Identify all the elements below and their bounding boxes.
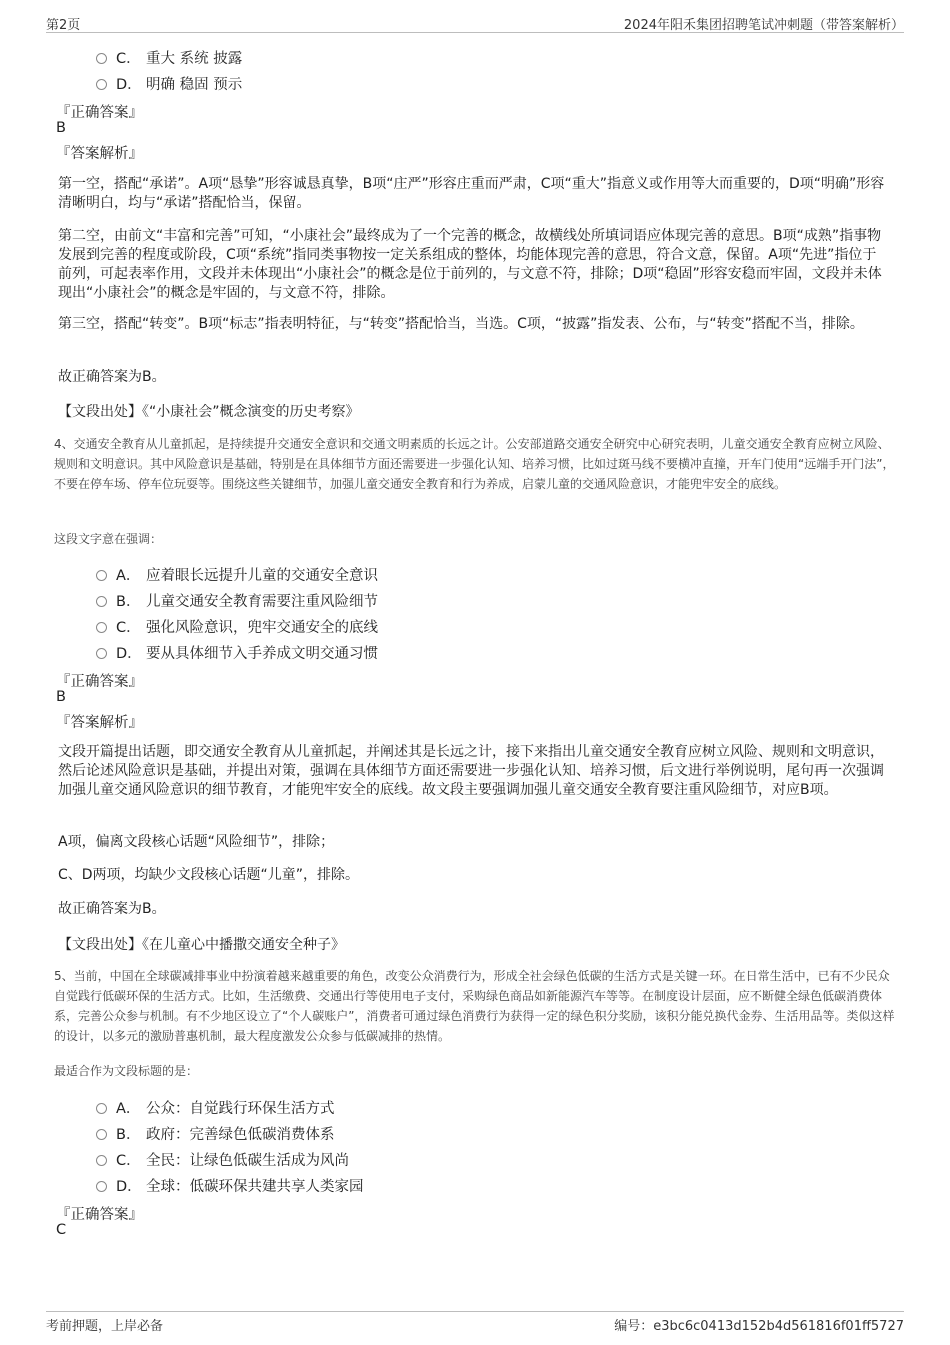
q3-analysis-1: 第一空，搭配“承诺”。A项“恳挚”形容诚恳真挚，B项“庄严”形容庄重而严肃，C项“重大”指意义或作用等大而重要的，D项“明确”形容清晰明白，均与“承诺”搭配恰当，保留。 xyxy=(58,176,885,211)
q3-option-c[interactable]: C． 重大 系统 披露 xyxy=(96,47,242,69)
radio-icon[interactable] xyxy=(96,570,107,581)
radio-icon[interactable] xyxy=(96,79,107,90)
q5-option-c[interactable]: C． 全民：让绿色低碳生活成为风尚 xyxy=(96,1149,349,1171)
q3-analysis-2: 第二空，由前文“丰富和完善”可知，“小康社会”最终成为了一个完善的概念，故横线处所填词语应体现完善的意思。B项“成熟”指事物发展到完善的程度或阶段，C项“系统”指同类事物按一定关系组成的整体，均能体现完善的意思，符合文意，保留。A项“先进”指位于前列，可起表率作用，文段并未体现出“小康社会”的概念是位于前列的，与文意不符，排除；D项“稳固”形容安稳而牢固，文段并未体现出“小康社会”的概念是牢固的，与文意不符，排除。 xyxy=(58,228,882,301)
q4-option-b[interactable]: B． 儿童交通安全教育需要注重风险细节 xyxy=(96,590,378,612)
q3-source: 【文段出处】《“小康社会”概念演变的历史考察》 xyxy=(58,404,360,420)
q3-answer-label: 『正确答案』 xyxy=(56,105,143,121)
q5-prompt: 最适合作为文段标题的是： xyxy=(54,1064,199,1078)
q4-analysis-4: 故正确答案为B。 xyxy=(58,901,166,917)
q5-answer: C xyxy=(56,1222,67,1238)
radio-icon[interactable] xyxy=(96,596,107,607)
q4-answer: B xyxy=(56,689,66,705)
q5-answer-label: 『正确答案』 xyxy=(56,1207,143,1223)
q3-analysis-3: 第三空，搭配“转变”。B项“标志”指表明特征，与“转变”搭配恰当，当选。C项，“披露”指发表、公布，与“转变”搭配不当，排除。 xyxy=(58,316,864,332)
radio-icon[interactable] xyxy=(96,622,107,633)
page-number: 第2页 xyxy=(46,18,81,33)
q5-option-a[interactable]: A． 公众：自觉践行环保生活方式 xyxy=(96,1097,335,1119)
footer-slogan: 考前押题，上岸必备 xyxy=(46,1319,164,1334)
q5-stem: 5、当前，中国在全球碳减排事业中扮演着越来越重要的角色，改变公众消费行为，形成全社会绿色低碳的生活方式是关键一环。在日常生活中，已有不少民众自觉践行低碳环保的生活方式。比如，生活缴费、交通出行等使用电子支付，采购绿色商品如新能源汽车等等。在制度设计层面，应不断健全绿色低碳消费体系，完善公众参与机制。有不少地区设立了“个人碳账户”，消费者可通过绿色消费行为获得一定的绿色积分奖励，该积分能兑换代金券、生活用品等。类似这样的设计，以多元的激励普惠机制，最大程度激发公众参与低碳减排的热情。 xyxy=(54,969,895,1043)
radio-icon[interactable] xyxy=(96,53,107,64)
q4-analysis-label: 『答案解析』 xyxy=(56,715,143,731)
document-title: 2024年阳禾集团招聘笔试冲刺题（带答案解析） xyxy=(623,18,904,33)
q4-analysis-1: 文段开篇提出话题，即交通安全教育从儿童抓起，并阐述其是长远之计，接下来指出儿童交通安全教育应树立风险、规则和文明意识，然后论述风险意识是基础，并提出对策，强调在具体细节方面还需要进一步强化认知、培养习惯，后文进行举例说明，尾句再一次强调加强儿童交通风险意识的细节教育，才能兜牢安全的底线。故文段主要强调加强儿童交通安全教育要注重风险细节，对应B项。 xyxy=(58,744,884,798)
radio-icon[interactable] xyxy=(96,1129,107,1140)
q3-analysis-4: 故正确答案为B。 xyxy=(58,369,166,385)
q4-option-a[interactable]: A． 应着眼长远提升儿童的交通安全意识 xyxy=(96,564,378,586)
radio-icon[interactable] xyxy=(96,1155,107,1166)
q4-prompt: 这段文字意在强调： xyxy=(54,532,163,546)
q5-option-b[interactable]: B． 政府：完善绿色低碳消费体系 xyxy=(96,1123,335,1145)
q5-option-d[interactable]: D． 全球：低碳环保共建共享人类家园 xyxy=(96,1175,364,1197)
q3-analysis-label: 『答案解析』 xyxy=(56,146,143,162)
q3-option-d[interactable]: D． 明确 稳固 预示 xyxy=(96,73,242,95)
q4-answer-label: 『正确答案』 xyxy=(56,674,143,690)
q4-option-d[interactable]: D． 要从具体细节入手养成文明交通习惯 xyxy=(96,642,378,664)
q4-source: 【文段出处】《在儿童心中播撒交通安全种子》 xyxy=(58,937,345,953)
page-footer xyxy=(46,1311,904,1336)
q4-analysis-2: A项，偏离文段核心话题“风险细节”，排除； xyxy=(58,834,335,850)
q3-answer: B xyxy=(56,120,66,136)
document-code: 编号：e3bc6c0413d152b4d561816f01ff5727 xyxy=(614,1319,904,1334)
radio-icon[interactable] xyxy=(96,648,107,659)
radio-icon[interactable] xyxy=(96,1103,107,1114)
q4-stem: 4、交通安全教育从儿童抓起，是持续提升交通安全意识和交通文明素质的长远之计。公安部道路交通安全研究中心研究表明，儿童交通安全教育应树立风险、规则和文明意识。其中风险意识是基础，特别是在具体细节方面还需要进一步强化认知、培养习惯，比如过斑马线不要横冲直撞，开车门使用“远端手开门法”，不要在停车场、停车位玩耍等。围绕这些关键细节，加强儿童交通安全教育和行为养成，启蒙儿童的交通风险意识，才能兜牢安全的底线。 xyxy=(54,437,895,491)
q4-option-c[interactable]: C． 强化风险意识，兜牢交通安全的底线 xyxy=(96,616,378,638)
radio-icon[interactable] xyxy=(96,1181,107,1192)
q4-analysis-3: C、D两项，均缺少文段核心话题“儿童”，排除。 xyxy=(58,867,360,883)
page-header xyxy=(46,12,904,33)
